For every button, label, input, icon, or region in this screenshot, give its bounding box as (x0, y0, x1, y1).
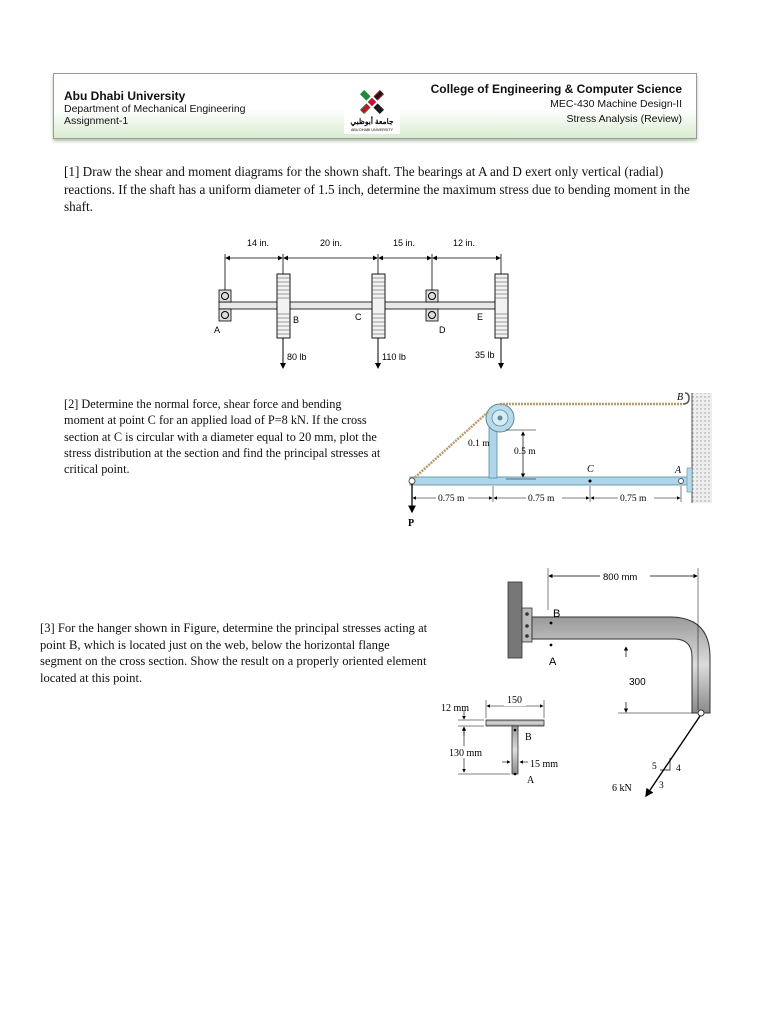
college-name: College of Engineering & Computer Science (430, 82, 682, 96)
point-d: D (439, 325, 446, 335)
frame-figure (400, 388, 720, 538)
load-p: P (408, 518, 415, 529)
point-b-2: B (677, 392, 684, 403)
dim-span-2: 0.75 m (528, 494, 555, 504)
problem-2-text: [2] Determine the normal force, shear force and bending moment at point C for an applied load of P=8 kN. If the cross section at C is circular with a diameter equal to 20 mm, plot the stress distribution at the section and find the principal stresses at critical point. (64, 397, 381, 477)
pulley-b (277, 274, 290, 338)
section-point-b: B (525, 732, 532, 743)
dim-web-thickness: 15 mm (530, 759, 559, 770)
problem-1-text: [1] Draw the shear and moment diagrams for the shown shaft. The bearings at A and D exert only vertical (radial) reactions. If the shaft has a uniform diameter of 1.5 inch, determine the maximum stress due to bending moment in the shaft. (64, 164, 690, 214)
horizontal-beam (410, 477, 690, 485)
topic-name: Stress Analysis (Review) (566, 113, 682, 125)
point-b-3: B (553, 608, 561, 620)
dim-ab: 14 in. (247, 238, 270, 248)
dim-300: 300 (629, 677, 646, 688)
problem-3-text: [3] For the hanger shown in Figure, determine the principal stresses acting at point B, which is located just on the web, below the horizontal flange segment on the cross section. Show the result on a properly oriented element located at this point. (40, 621, 428, 685)
load-arrow (646, 716, 700, 796)
dim-de: 12 in. (453, 238, 476, 248)
logo-arabic: جامعة أبوظبي (350, 117, 394, 126)
course-name: MEC-430 Machine Design-II (550, 98, 682, 110)
point-b: B (293, 315, 300, 325)
department-name: Department of Mechanical Engineering (64, 103, 246, 115)
point-e: E (477, 312, 484, 322)
shaft-figure (205, 232, 525, 372)
pulley-c (372, 274, 385, 338)
hanger-beam (532, 617, 710, 713)
load-b: 80 lb (287, 352, 307, 362)
pulley-e (495, 274, 508, 338)
dim-web-height: 130 mm (449, 748, 483, 759)
header-right (431, 81, 682, 127)
load-e: 35 lb (475, 350, 495, 360)
wall (692, 393, 712, 503)
dim-height: 0.5 m (514, 447, 536, 457)
header-left (64, 90, 246, 127)
wall-3 (508, 582, 522, 658)
assignment-label: Assignment-1 (64, 115, 129, 127)
page-header (53, 73, 697, 139)
dim-bc: 20 in. (320, 238, 343, 248)
university-logo (344, 80, 400, 134)
logo-english: ABU DHABI UNIVERSITY (351, 128, 393, 132)
point-a-3: A (549, 656, 557, 668)
shaft (219, 302, 503, 309)
slope-4: 4 (676, 764, 681, 774)
load-c: 110 lb (382, 352, 406, 362)
section-point-a: A (527, 775, 535, 786)
dim-radius: 0.1 m (468, 439, 490, 449)
cross-section (441, 694, 558, 786)
slope-3: 3 (659, 781, 664, 791)
load-6kn: 6 kN (612, 783, 632, 794)
dim-flange-width: 150 (507, 695, 522, 706)
dim-cd: 15 in. (393, 238, 416, 248)
hanger-figure (430, 560, 740, 810)
slope-5: 5 (652, 762, 657, 772)
dim-span-3: 0.75 m (620, 494, 647, 504)
dim-flange-thickness: 12 mm (441, 703, 470, 714)
university-name: Abu Dhabi University (64, 89, 186, 103)
point-a-2: A (675, 465, 682, 476)
dim-length: 800 mm (603, 572, 638, 583)
point-a: A (214, 325, 221, 335)
point-c: C (355, 312, 362, 322)
point-c-2: C (587, 464, 594, 475)
dim-span-1: 0.75 m (438, 494, 465, 504)
